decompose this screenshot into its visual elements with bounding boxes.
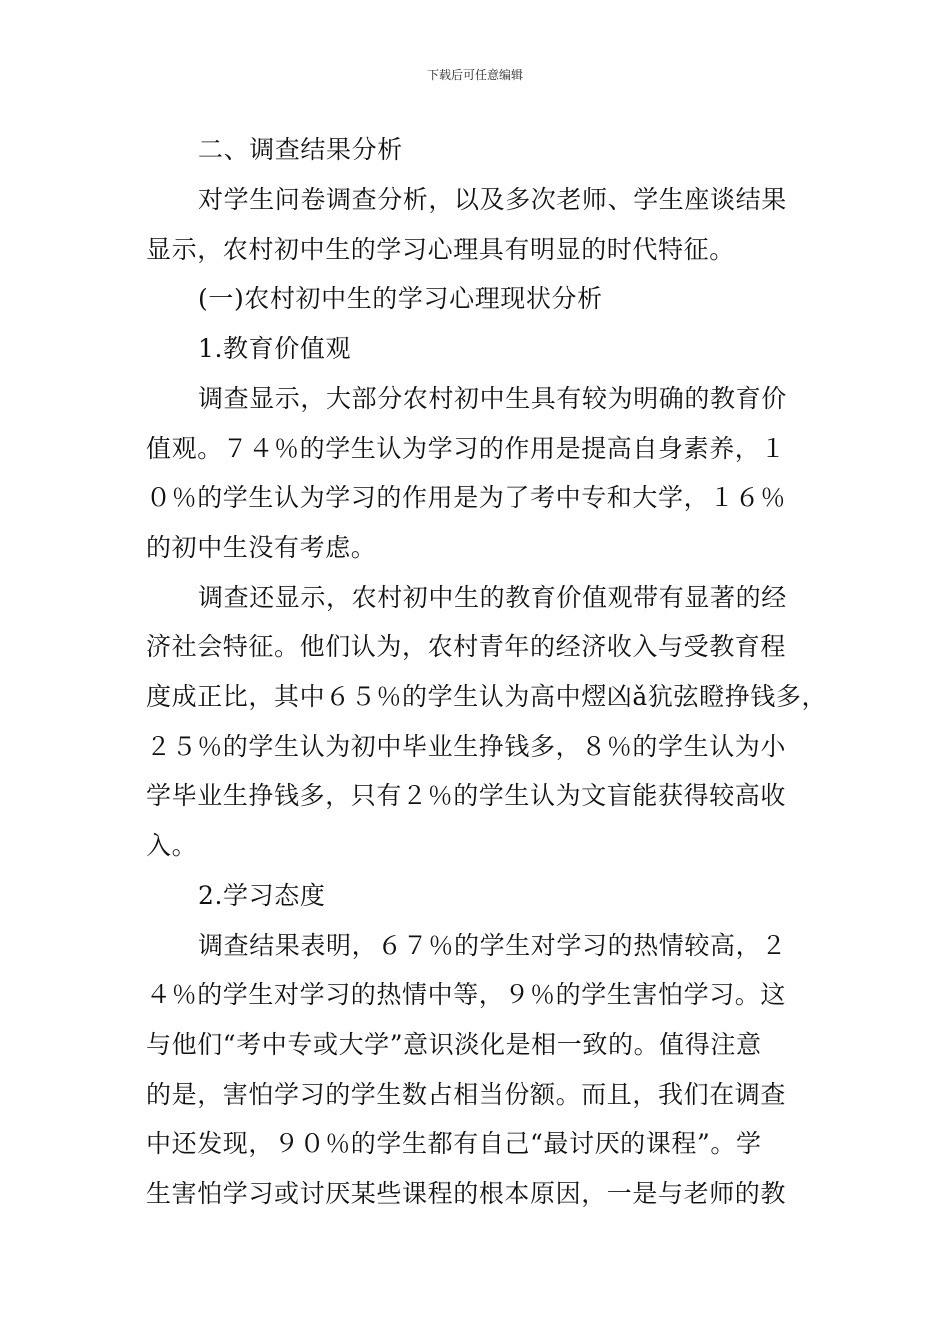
paragraph-line: 调查显示，大部分农村初中生具有较为明确的教育价 (198, 384, 787, 413)
paragraph-line: 与他们“考中专或大学”意识淡化是相一致的。值得注意 (146, 1030, 762, 1059)
paragraph-line: ４％的学生对学习的热情中等，９％的学生害怕学习。这 (146, 980, 787, 1009)
paragraph-line: ２５％的学生认为初中毕业生挣钱多，８％的学生认为小 (146, 732, 787, 761)
section-heading: 二、调查结果分析 (198, 135, 403, 164)
paragraph-line: 值观。７４％的学生认为学习的作用是提高自身素养，１ (146, 434, 787, 463)
paragraph-line: 调查结果表明，６７％的学生对学习的热情较高，２ (198, 931, 787, 960)
paragraph-line: 济社会特征。他们认为，农村青年的经济收入与受教育程 (146, 632, 787, 661)
paragraph-line: 的初中生没有考虑。 (146, 533, 377, 562)
paragraph-line: ０％的学生认为学习的作用是为了考中专和大学，１６％ (146, 483, 787, 512)
paragraph-line: 中还发现，９０％的学生都有自己“最讨厌的课程”。学 (146, 1129, 762, 1158)
subsection-heading: (一)农村初中生的学习心理现状分析 (198, 284, 603, 313)
item-heading: 1.教育价值观 (198, 334, 352, 363)
paragraph-line: 入。 (146, 831, 198, 860)
paragraph-line: 的是，害怕学习的学生数占相当份额。而且，我们在调查 (146, 1080, 787, 1109)
item-heading: 2.学习态度 (198, 881, 326, 910)
paragraph-line: 学毕业生挣钱多，只有２％的学生认为文盲能获得较高收 (146, 781, 787, 810)
paragraph-line: 显示，农村初中生的学习心理具有明显的时代特征。 (146, 235, 735, 264)
paragraph-line: 度成正比，其中６５％的学生认为高中熤凶ǎ犺弦瞪挣钱多， (146, 682, 828, 711)
page-header: 下载后可任意编辑 (426, 68, 523, 82)
paragraph-line: 生害怕学习或讨厌某些课程的根本原因，一是与老师的教 (146, 1179, 787, 1208)
paragraph-line: 调查还显示，农村初中生的教育价值观带有显著的经 (198, 583, 787, 612)
paragraph-line: 对学生问卷调查分析，以及多次老师、学生座谈结果 (198, 185, 787, 214)
